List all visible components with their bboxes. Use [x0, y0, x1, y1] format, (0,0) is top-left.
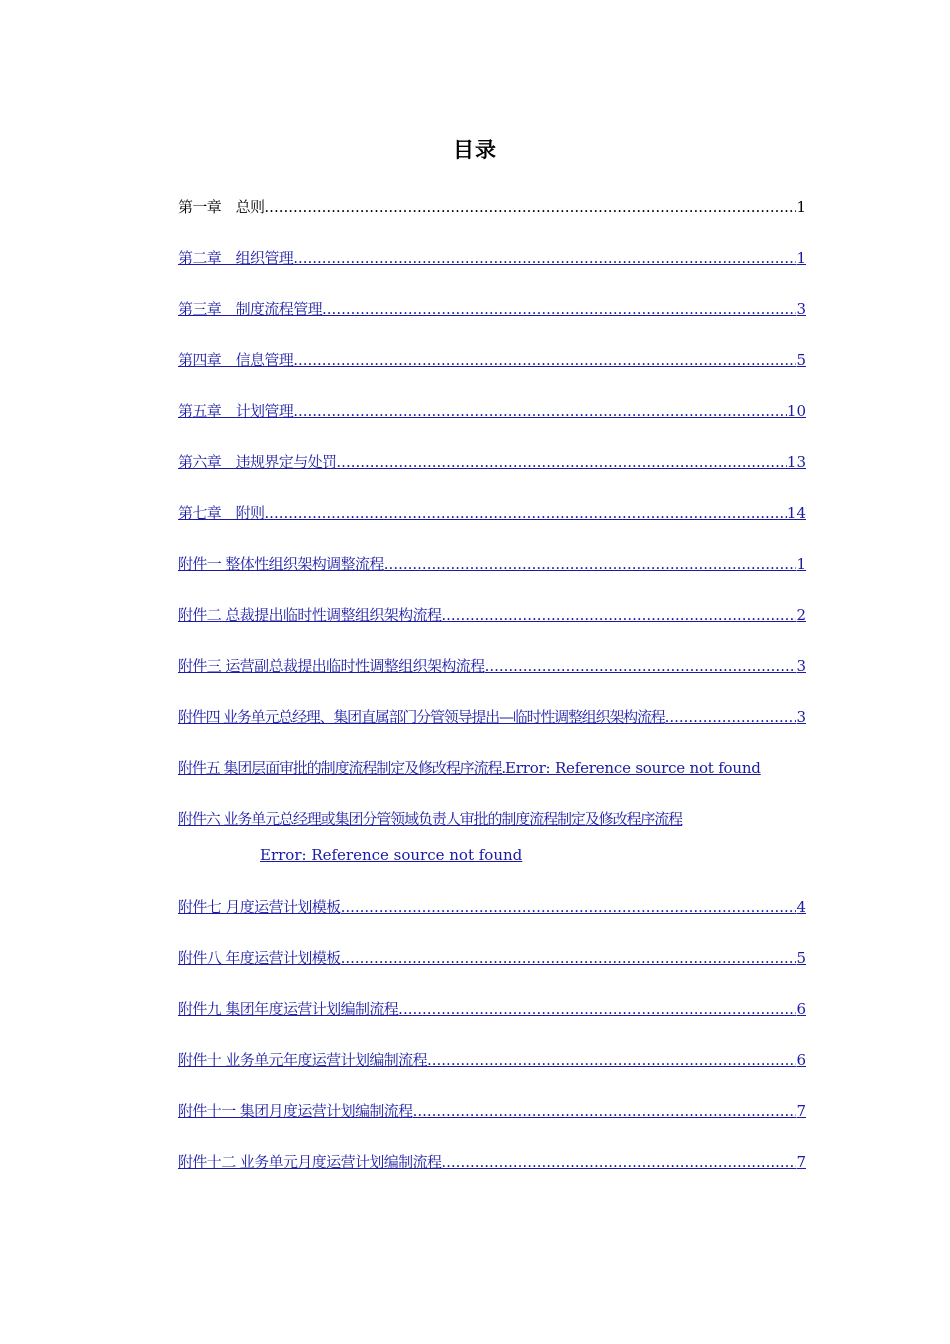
toc-entry-appendix-7[interactable] [178, 893, 806, 944]
toc-leader-dots [293, 397, 787, 425]
toc-leader-dots [384, 550, 797, 578]
toc-entry-label: 第七章 附则 [178, 504, 265, 522]
toc-entry-label: 附件三 运营副总裁提出临时性调整组织架构流程 [178, 657, 485, 675]
toc-leader-dots [398, 995, 796, 1023]
toc-entry-page: 3 [796, 300, 806, 318]
toc-entry-page-error: Error: Reference source not found [260, 846, 523, 864]
toc-entry-appendix-6[interactable] [178, 805, 806, 893]
toc-entry-page: 6 [796, 1000, 806, 1018]
toc-entry-label: 附件八 年度运营计划模板 [178, 949, 341, 967]
toc-leader-dots [264, 499, 787, 527]
toc-leader-dots [665, 703, 797, 731]
toc-entry-page: 3 [796, 708, 806, 726]
toc-entry-label: 附件十 业务单元年度运营计划编制流程 [178, 1051, 427, 1069]
toc-entry-appendix-4[interactable] [178, 703, 806, 754]
toc-entry-label: 第一章 总则 [178, 198, 265, 216]
toc-entry-page: 4 [796, 898, 806, 916]
toc-entry-page: 6 [796, 1051, 806, 1069]
toc-title: 目录 [453, 138, 497, 162]
toc-entry-page: 1 [796, 198, 806, 216]
toc-entry-page: 1 [796, 249, 806, 267]
toc-leader-dots [413, 1097, 797, 1125]
toc-entry-label: 附件九 集团年度运营计划编制流程 [178, 1000, 399, 1018]
toc-entry-page-line [178, 841, 806, 869]
toc-entry-label: 第三章 制度流程管理 [178, 300, 323, 318]
toc-entry-label: 附件十一 集团月度运营计划编制流程 [178, 1102, 413, 1120]
toc-entry-chapter-4[interactable] [178, 346, 806, 397]
toc-entry-label: 第六章 违规界定与处罚 [178, 453, 337, 471]
toc-leader-dots [441, 601, 796, 629]
toc-entry-label: 附件六 业务单元总经理或集团分管领域负责人审批的制度流程制定及修改程序流程 [178, 810, 683, 828]
toc-entry-chapter-2[interactable] [178, 244, 806, 295]
toc-entry-appendix-5[interactable] [178, 754, 806, 805]
toc-entry-label: 附件十二 业务单元月度运营计划编制流程 [178, 1153, 442, 1171]
toc-entry-chapter-6[interactable] [178, 448, 806, 499]
toc-entry-appendix-8[interactable] [178, 944, 806, 995]
toc-entry-label: 附件二 总裁提出临时性调整组织架构流程 [178, 606, 442, 624]
toc-entry-appendix-12[interactable] [178, 1148, 806, 1199]
toc-entry-page: 5 [796, 351, 806, 369]
toc-entry-page: 7 [796, 1102, 806, 1120]
toc-list [178, 193, 806, 1199]
toc-entry-label: 附件一 整体性组织架构调整流程 [178, 555, 384, 573]
toc-leader-dots [264, 193, 796, 221]
toc-entry-appendix-2[interactable] [178, 601, 806, 652]
toc-leader-dots [336, 448, 787, 476]
toc-entry-appendix-9[interactable] [178, 995, 806, 1046]
toc-leader-dots [341, 944, 797, 972]
toc-leader-dots [341, 893, 797, 921]
toc-entry-label: 附件七 月度运营计划模板 [178, 898, 341, 916]
toc-entry-label: 第四章 信息管理 [178, 351, 294, 369]
toc-leader-dots [427, 1046, 796, 1074]
toc-entry-chapter-1 [178, 193, 806, 244]
toc-leader-dots [441, 1148, 796, 1176]
toc-entry-page: 14 [786, 504, 806, 522]
toc-entry-label: 附件四 业务单元总经理、集团直属部门分管领导提出—临时性调整组织架构流程 [178, 708, 665, 726]
toc-leader-dots [322, 295, 796, 323]
toc-entry-label: 附件五 集团层面审批的制度流程制定及修改程序流程. [178, 759, 506, 777]
toc-entry-appendix-11[interactable] [178, 1097, 806, 1148]
toc-entry-label: 第五章 计划管理 [178, 402, 294, 420]
toc-entry-appendix-1[interactable] [178, 550, 806, 601]
toc-entry-page: 2 [796, 606, 806, 624]
toc-entry-appendix-10[interactable] [178, 1046, 806, 1097]
toc-entry-appendix-3[interactable] [178, 652, 806, 703]
toc-entry-page: 5 [796, 949, 806, 967]
toc-leader-dots [293, 244, 796, 272]
toc-entry-chapter-7[interactable] [178, 499, 806, 550]
toc-leader-dots [485, 652, 797, 680]
toc-entry-chapter-3[interactable] [178, 295, 806, 346]
toc-entry-page: 3 [796, 657, 806, 675]
toc-entry-page: 7 [796, 1153, 806, 1171]
toc-entry-page: 1 [796, 555, 806, 573]
toc-entry-chapter-5[interactable] [178, 397, 806, 448]
toc-entry-label: 第二章 组织管理 [178, 249, 294, 267]
toc-entry-page: 10 [786, 402, 806, 420]
toc-leader-dots [293, 346, 796, 374]
toc-entry-page-error: Error: Reference source not found [505, 759, 761, 777]
toc-entry-page: 13 [786, 453, 806, 471]
